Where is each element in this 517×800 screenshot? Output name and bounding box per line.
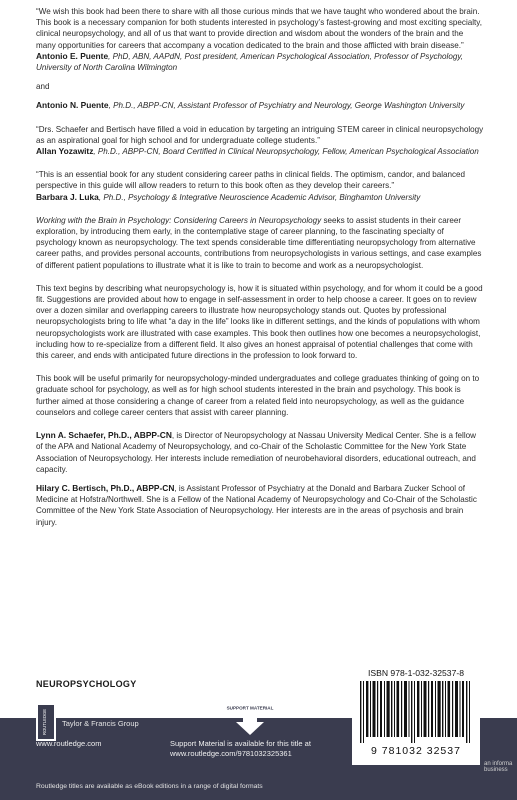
logo-text: ROUTLEDGE (42, 708, 47, 736)
ebook-availability-note: Routledge titles are available as eBook editions in a range of digital formats (36, 783, 263, 790)
endorser-credentials: , Ph.D., ABPP-CN, Assistant Professor of Psychiatry and Neurology, George Washington University (108, 101, 465, 111)
endorser-name: Antonio E. Puente (36, 50, 109, 61)
endorsement-3 (36, 124, 484, 158)
author-bio-1 (36, 430, 484, 475)
description-text: seeks to assist students in their career exploration, by introducing them early, in the contemplative stage of career planning, to the fascinating specialty of psychology known as neuropsychology. The text spends considerable time differentiating neuropsychology from alternative career paths, and provides personal accounts, contributions from neuropsychologists in various settings, and case examples of different patient populations to illustrate what it is like to train to become and work as a neuropsychologist. (36, 215, 482, 270)
publisher-name: Routledge (61, 701, 115, 716)
description-paragraph-3: This book will be useful primarily for neuropsychology-minded undergraduates and college graduates thinking of going on to graduate school for psychology, as well as for high school students interested in the brain and psychology. This book is further aimed at those considering a change of career from a related field into neuropsychology, as well as the guidance counselors and college career centers that assist with career planning. (36, 374, 480, 417)
description-paragraph-1 (36, 215, 484, 271)
endorsement-1 (36, 6, 484, 73)
endorser-credentials: , Ph.D., Psychology & Integrative Neuroscience Academic Advisor, Binghamton University (98, 192, 421, 202)
and-connector: and (36, 82, 50, 92)
cover-text (36, 6, 484, 536)
publisher-group: Taylor & Francis Group (62, 719, 139, 728)
author-name: Lynn A. Schaefer, Ph.D., ABPP-CN (36, 430, 172, 441)
support-line: Support Material is available for this title at (170, 739, 311, 748)
routledge-logo-icon (36, 703, 56, 741)
endorsement-quote: “We wish this book had been there to share with all those curious minds that we have taught who wondered about the brain. This book is a necessary companion for both students interested in psychology’s fastest-growing and most exciting specialty, clinical neuropsychology, and all of us that want to provide direction and wisdom about the wonders of the brain and the many opportunities for careers that accompany a vocation dedicated to the brain and those afflicted with brain disease.” (36, 7, 482, 50)
endorser-name: Allan Yozawitz (36, 146, 94, 157)
endorsement-quote: “This is an essential book for any student considering career paths in clinical fields. The optimism, candor, and balanced perspective in this guide will allow readers to return to this book often as they develop their careers.” (36, 170, 466, 191)
author-bio-2 (36, 483, 484, 528)
publisher-url[interactable]: www.routledge.com (36, 739, 102, 748)
endorser-name: Antonio N. Puente (36, 100, 109, 111)
author-bio-text: , is Assistant Professor of Psychiatry at the Donald and Barbara Zucker School of Medicine at Hofstra/Northwell. She is a Fellow of the National Academy of Neuropsychology and Co-Chair of the Scholastic Committee of the New York State Association of Neuropsychology. Her interests are in the areas of psychosis and brain injury. (36, 483, 477, 527)
support-material-icon (218, 697, 282, 737)
series-label: NEUROPSYCHOLOGY (36, 679, 137, 689)
author-name: Hilary C. Bertisch, Ph.D., ABPP-CN (36, 482, 175, 493)
barcode-icon (360, 681, 472, 743)
endorsement-4 (36, 169, 484, 203)
description-paragraph-2: This text begins by describing what neuropsychology is, how it is situated within psychology, and for whom it could be a good fit. Suggestions are provided about how to engage in self-assessment in order to help choose a career. It goes on to review over a dozen similar and overlapping careers to illustrate how neuropsychology stands out. Quotes by professional neuropsychologists bring to life what “a day in the life” looks like in different settings, and the kinds of populations with whom neuropsychologists work are illustrated with case examples. This book then outlines how one becomes a neuropsychologist, including how to re-specialize from a different field. It also gives an honest appraisal of potential challenges that come with this career, and ends with anticipated future directions in the profession to look forward to. (36, 283, 483, 361)
support-material-note (170, 739, 330, 759)
endorsement-quote: “Drs. Schaefer and Bertisch have filled a void in education by targeting an intriguing STEM career in clinical neuropsychology as an aspirational goal for high school and for undergraduate college students.” (36, 124, 484, 145)
endorser-credentials: , PhD, ABN, AAPdN, Post president, American Psychological Association, Professor of Psychology, University of North Carolina Wilmington (36, 51, 464, 73)
support-badge-text: SUPPORT MATERIAL (226, 705, 274, 711)
author-bio-text: , is Director of Neuropsychology at Nassau University Medical Center. She is a fellow of the APA and National Academy of Neuropsychology, and co-Chair of the Scholastic Committee for the New York State Association of Neuropsychology. Her interests include remediation of neurobehavioral disorders, educational outreach, and capacity. (36, 431, 476, 474)
isbn-label: ISBN 978-1-032-32537-8 (367, 668, 465, 678)
endorsement-2 (36, 100, 484, 111)
endorser-name: Barbara J. Luka (36, 191, 99, 202)
barcode-panel (352, 665, 480, 765)
book-title: Working with the Brain in Psychology: Considering Careers in Neuropsychology (36, 215, 322, 225)
barcode-number: 9 781032 32537 (371, 745, 461, 757)
informa-mark: an informa business (484, 761, 513, 773)
endorser-credentials: , Ph.D., ABPP-CN, Board Certified in Clinical Neuropsychology, Fellow, American Psychological Association (93, 147, 479, 157)
support-url[interactable]: www.routledge.com/9781032325361 (170, 749, 292, 758)
